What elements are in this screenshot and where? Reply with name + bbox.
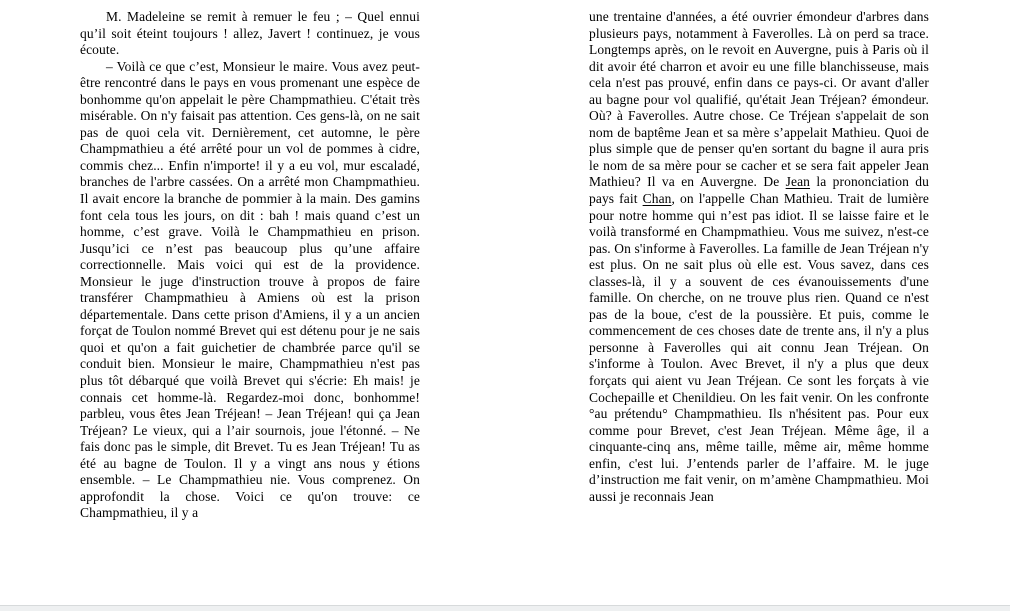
paragraph: [589, 9, 929, 505]
underlined-word: Jean: [785, 174, 811, 190]
text-column-right: [589, 0, 929, 522]
text-segment: une trentaine d'années, a été ouvrier émondeur d'arbres dans plusieurs pays, notamment à Faverolles. Là on perd sa trace. Longtemps après, on le revoit en Auvergne, puis à Paris où il dit avoir été charron et avoir eu une fille blanchisseuse, mais cela n'est pas prouvé, enfin dans ce pays-ci. Or avant d'aller au bagne pour vol qualifié, qu'était Jean Tréjean? émondeur. Où? à Faverolles. Autre chose. Ce Tréjean s'appelait de son nom de baptême Jean et sa mère s’appelait Mathieu. Quoi de plus simple que de penser qu'en sortant du bagne il aura pris le nom de sa mère pour se cacher et se sera fait appeler Jean Mathieu? Il va en Auvergne. De: [589, 9, 929, 190]
underlined-word: Chan: [642, 191, 672, 207]
text-segment: M. Madeleine se remit à remuer le feu ; – Quel ennui qu’il soit éteint toujours ! allez, Javert ! continuez, je vous écoute.: [80, 9, 420, 58]
text-segment: – Voilà ce que c’est, Monsieur le maire. Vous avez peut-être rencontré dans le pays en vous promenant une espèce de bonhomme qu'on appelait le père Champmathieu. C'était très misérable. On n'y faisait pas attention. Ces gens-là, on ne sait pas de quoi cela vit. Dernièrement, cet automne, le père Champmathieu a été arrêté pour un vol de pommes à cidre, commis chez... Enfin n'importe! il y a eu vol, mur escaladé, branches de l'arbre cassées. On a arrêté mon Champmathieu. Il avait encore la branche de pommier à la main. Des gamins font cela tous les jours, on dit : bah ! mais quand c’est un homme, c’est grave. Voilà le Champmathieu en prison. Jusqu’ici ce n’est pas beaucoup plus qu’une affaire correctionnelle. Mais voici qui est de la providence. Monsieur le juge d'instruction trouve à propos de faire transférer Champmathieu à Amiens où est la prison départementale. Dans cette prison d'Amiens, il y a un ancien forçat de Toulon nommé Brevet qui est détenu pour je ne sais quoi et qu'on a fait guichetier de chambrée parce qu'il se conduit bien. Monsieur le maire, Champmathieu n'est pas plus tôt débarqué que voilà Brevet qui s'écrie: Eh mais! je connais cet homme-là. Regardez-moi donc, bonhomme! parbleu, vous êtes Jean Tréjean! – Jean Tréjean! qui ça Jean Tréjean? Le vieux, qui a l’air sournois, joue l'étonné. – Ne fais donc pas le simple, dit Brevet. Tu es Jean Tréjean! Tu as été au bagne de Toulon. Il y a vingt ans nous y étions ensemble. – Le Champmathieu nie. Vous comprenez. On approfondit la chose. Voici ce qu'on trouve: ce Champmathieu, il y a: [80, 58, 420, 521]
text-segment: la prononciation du pays fait: [589, 174, 929, 207]
paragraph: [80, 59, 420, 522]
text-column-left: [80, 0, 420, 522]
viewport-bottom-strip: [0, 605, 1010, 611]
paragraph: [80, 9, 420, 59]
text-segment: , on l'appelle Chan Mathieu. Trait de lumière pour notre homme qui n’est pas idiot. Il se laisse faire et le voilà transformé en Champmathieu. Vous me suivez, n'est-ce pas. On s'informe à Faverolles. La famille de Jean Tréjean n'y est plus. On ne sait plus où elle est. Vous savez, dans ces classes-là, il y a souvent de ces évanouissements d'une famille. On cherche, on ne trouve plus rien. Quand ce n'est pas de la boue, c'est de la poussière. Et puis, comme le commencement de ces choses date de trente ans, il n'y a plus personne à Faverolles qui ait connu Jean Tréjean. On s'informe à Toulon. Avec Brevet, il n'y a plus que deux forçats qui aient vu Jean Tréjean. Ce sont les forçats à vie Cochepaille et Chenildieu. On les fait venir. On les confronte °au prétendu° Champmathieu. Ils n'hésitent pas. Pour eux comme pour Brevet, c'est Jean Tréjean. Même âge, il a cinquante-cinq ans, même taille, même air, même homme enfin, c'est lui. J’entends parler de l’affaire. M. le juge d’instruction me fait venir, on m’amène Champmathieu. Moi aussi je reconnais Jean: [589, 191, 929, 504]
